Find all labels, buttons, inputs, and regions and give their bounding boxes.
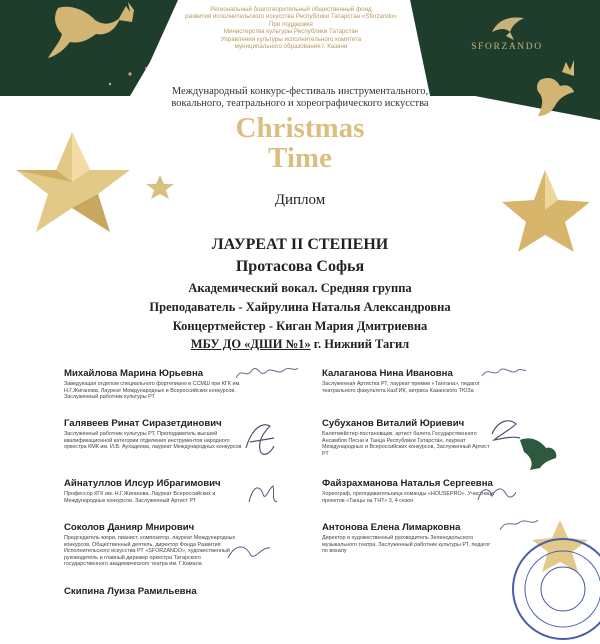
juror-name: Соколов Данияр Мнирович xyxy=(64,522,195,533)
org-line: муниципального образования г. Казани xyxy=(234,43,348,51)
accompanist: Концертмейстер - Киган Мария Дмитриевна xyxy=(172,319,428,333)
title-line-1: Christmas xyxy=(235,112,365,144)
subtitle-line-2: вокального, театрального и хореографического искусства xyxy=(171,98,429,109)
juror-description: Балетмейстер-постановщик, артист балета Государственного Ансамбля Песни и Танца Республики Татарстан, лауреат Международных и Всероссийских конкурсов, Заслуженный Артист РТ xyxy=(322,431,490,457)
juror-name: Субуханов Виталий Юриевич xyxy=(322,418,465,429)
star-right-icon xyxy=(502,170,590,252)
juror-name: Калаганова Нина Ивановна xyxy=(322,368,453,379)
juror-description: Председатель жюри, пианист, композитор, лауреат Международных конкурсов, Общественный деятель, директор Фонда Развития Исполнительского искусства РТ «SFORZANDO», художественный руководитель и главный дирижер оркестра Татарского государственного академического театра им. Г.Камала xyxy=(64,535,236,568)
org-line: развития исполнительского искусства Республики Татарстан «Sforzando» xyxy=(185,13,397,21)
juror-right-1 xyxy=(322,368,567,394)
sforzando-logo: SFORZANDO xyxy=(471,42,543,52)
signature-mikhailova xyxy=(232,360,302,386)
juror-name: Галявеев Ринат Сиразетдинович xyxy=(64,418,222,429)
award-degree: ЛАУРЕАТ II СТЕПЕНИ xyxy=(211,236,389,253)
signature-antonova xyxy=(496,514,540,536)
participant-name: Протасова Софья xyxy=(235,258,365,275)
juror-description: Заслуженный работник культуры РТ, Преподаватель высшей квалификационной категории отделения инструментов народного оркестра КМК им. И.В. Аухадеева, лауреат Международных конкурсов xyxy=(64,431,242,451)
juror-description: Директор и художественный руководитель Зеленодольского музыкального театра. Заслуженный работник культуры РТ, педагог по вокалу xyxy=(322,535,491,555)
title-line-2: Time xyxy=(268,142,332,174)
teacher: Преподаватель - Хайрулина Наталья Александровна xyxy=(149,300,451,314)
school-city: г. Нижний Тагил xyxy=(310,337,410,351)
juror-right-3 xyxy=(322,478,567,504)
juror-left-5 xyxy=(64,586,309,597)
subtitle-line-1: Международный конкурс-фестиваль инструментального, xyxy=(171,86,429,97)
signature-subukhanov xyxy=(484,414,524,444)
org-line: Управления культуры исполнительного комитета xyxy=(220,35,362,43)
signature-sokolov xyxy=(224,538,274,566)
juror-name: Михайлова Марина Юрьевна xyxy=(64,368,204,379)
contest-title xyxy=(190,113,410,173)
category: Академический вокал. Средняя группа xyxy=(188,281,412,295)
org-line: Региональный благотворительный общественный фонд xyxy=(210,6,372,13)
juror-description: Хореограф, преподавательница команды «HOUSEPRO». Участница проектов «Танцы на ТНТ» 3, 4 сезон xyxy=(322,491,495,504)
contest-subtitle xyxy=(140,86,460,110)
organizer-block xyxy=(176,6,406,50)
signature-galyaveev xyxy=(240,418,280,462)
organization-stamp xyxy=(508,534,600,644)
sforzando-bird-icon xyxy=(488,12,528,42)
org-line: При поддержке xyxy=(268,20,314,28)
left-green-band xyxy=(0,0,178,96)
signature-fayzrakhmanova xyxy=(474,482,518,506)
juror-name: Айнатуллов Илсур Ибрагимович xyxy=(64,478,221,489)
signature-aynatullov xyxy=(245,480,279,508)
juror-description: Заслуженная Артистка РТ, лауреат премии «Тантана», педагог театрального факультета КазГИК, актриса Казанского ТЮЗа xyxy=(322,381,480,394)
juror-right-2 xyxy=(322,418,567,457)
juror-description: Профессор КГК им. Н.Г.Жиганова. Лауреат Всероссийских и Международных конкурсов. Заслуженный Артист РТ xyxy=(64,491,216,504)
signature-kalaganova xyxy=(478,362,528,382)
juror-name: Скипина Луиза Рамильевна xyxy=(64,586,197,597)
juror-name: Файзрахманова Наталья Сергеевна xyxy=(322,478,493,489)
juror-description: Заведующая отделом специального фортепиано в ССМШ при КГК им. Н.Г.Жиганова. Лауреат Международных и Всероссийских конкурсов. Заслуженный работник культуры РТ xyxy=(64,381,241,401)
org-line: Министерства культуры Республики Татарстан xyxy=(223,28,359,36)
school xyxy=(100,337,500,352)
document-type: Диплом xyxy=(274,192,326,208)
school-name: МБУ ДО «ДШИ №1» xyxy=(190,337,311,351)
juror-name: Антонова Елена Лимарковна xyxy=(322,522,461,533)
star-left-icon xyxy=(16,132,130,232)
